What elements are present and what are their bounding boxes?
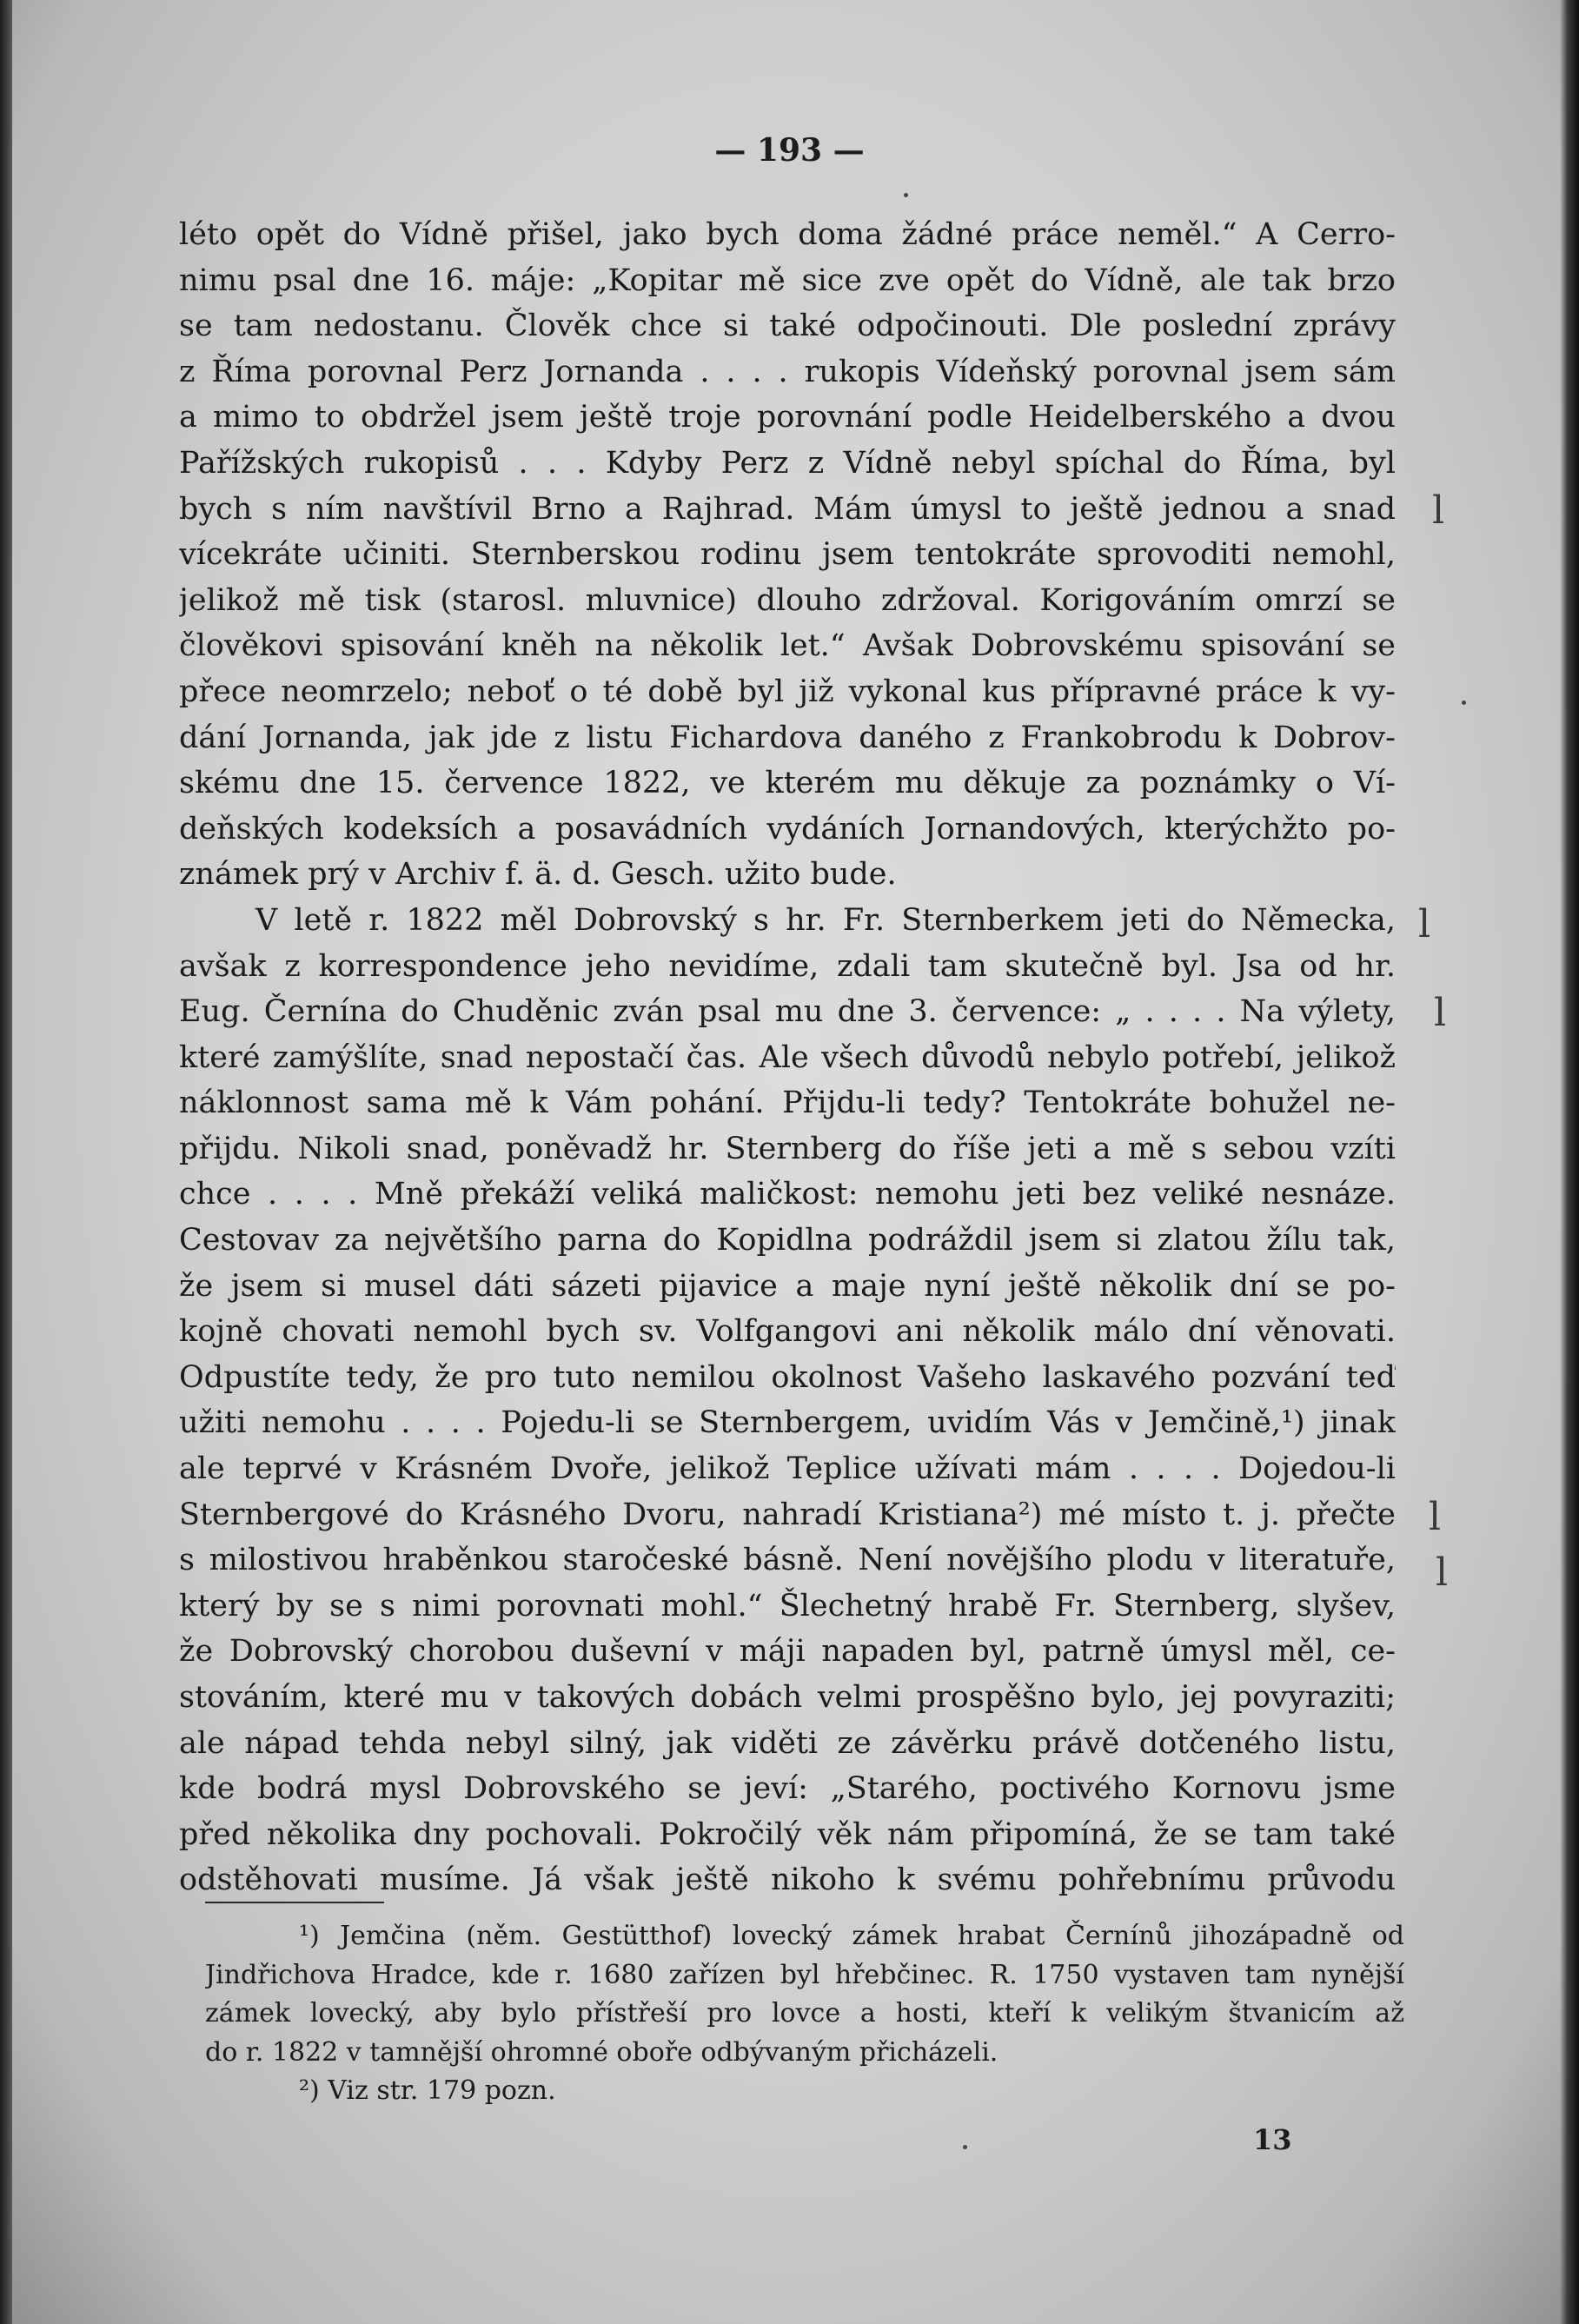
text-line: ale nápad tehda nebyl silný, jak viděti ze závěrku právě dotčeného listu,: [179, 1725, 1396, 1761]
text-line: odstěhovati musíme. Já však ještě nikoho k svému pohřebnímu průvodu: [179, 1863, 1396, 1898]
page-right-edge-shadow: [1560, 0, 1579, 2324]
text-line: Odpustíte tedy, že pro tuto nemilou okolnost Vašeho laskavého pozvání teď: [179, 1359, 1396, 1395]
text-line-paragraph-start: V letě r. 1822 měl Dobrovský s hr. Fr. Sternberkem jeti do Německa,: [255, 902, 1396, 938]
signature-mark: 13: [1253, 2123, 1292, 2156]
text-line: deňských kodeksích a posavádních vydáních Jornandových, kterýchžto po-: [179, 811, 1396, 847]
margin-pencil-mark: l: [1436, 1550, 1449, 1595]
footnote-2-line: ²) Viz str. 179 pozn.: [299, 2075, 556, 2106]
text-line: že jsem si musel dáti sázeti pijavice a maje nyní ještě několik dní se po-: [179, 1268, 1396, 1304]
text-line: ale teprvé v Krásném Dvoře, jelikož Teplice užívati mám . . . . Dojedou-li: [179, 1451, 1396, 1487]
text-line: avšak z korrespondence jeho nevidíme, zdali tam skutečně byl. Jsa od hr.: [179, 948, 1396, 984]
text-line: vícekráte učiniti. Sternberskou rodinu jsem tentokráte sprovoditi nemohl,: [179, 537, 1396, 573]
text-line: kde bodrá mysl Dobrovského se jeví: „Starého, poctivého Kornovu jsme: [179, 1771, 1396, 1807]
text-line-paragraph-end: známek prý v Archiv f. ä. d. Gesch. užito bude.: [179, 857, 897, 893]
text-line: že Dobrovský chorobou duševní v máji napaden byl, patrně úmysl měl, ce-: [179, 1634, 1396, 1670]
text-line: dání Jornanda, jak jde z listu Fichardova daného z Frankobrodu k Dobrov-: [179, 720, 1396, 755]
text-line: Sternbergové do Krásného Dvoru, nahradí Kristiana²) mé místo t. j. přečte: [179, 1497, 1396, 1532]
text-line: z Říma porovnal Perz Jornanda . . . . rukopis Vídeňský porovnal jsem sám: [179, 354, 1396, 389]
text-line: nimu psal dne 16. máje: „Kopitar mě sice zve opět do Vídně, ale tak brzo: [179, 262, 1396, 298]
main-text: [179, 212, 1396, 1903]
text-line: člověkovi spisování kněh na několik let.“ Avšak Dobrovskému spisování se: [179, 628, 1396, 664]
text-line: který by se s nimi porovnati mohl.“ Šlechetný hrabě Fr. Sternberg, slyšev,: [179, 1588, 1396, 1623]
text-line: jelikož mě tisk (starosl. mluvnice) dlouho zdržoval. Korigováním omrzí se: [179, 582, 1396, 618]
text-line: a mimo to obdržel jsem ještě troje porovnání podle Heidelberského a dvou: [179, 400, 1396, 435]
text-line: kojně chovati nemohl bych sv. Volfgangovi ani několik málo dní věnovati.: [179, 1314, 1396, 1350]
footnote-1-line: zámek lovecký, aby bylo přístřeší pro lovce a hosti, kteří k velikým štvanicím až: [205, 1998, 1404, 2029]
text-line: s milostivou hraběnkou staročeské básně. Není novějšího plodu v literatuře,: [179, 1543, 1396, 1578]
paper-speck: [904, 193, 908, 197]
text-line: léto opět do Vídně přišel, jako bych doma žádné práce neměl.“ A Cerro-: [179, 217, 1396, 252]
text-line: se tam nedostanu. Člověk chce si také odpočinouti. Dle poslední zprávy: [179, 309, 1396, 344]
text-line: bych s ním navštívil Brno a Rajhrad. Mám úmysl to ještě jednou a snad: [179, 491, 1396, 527]
margin-pencil-mark: l: [1418, 902, 1431, 946]
margin-pencil-mark: l: [1434, 991, 1447, 1035]
page-left-edge-shadow: [0, 0, 12, 2324]
text-line: stováním, které mu v takových dobách velmi prospěšno bylo, jej povyraziti;: [179, 1680, 1396, 1715]
footnotes: [205, 1917, 1404, 2111]
margin-pencil-mark: l: [1432, 488, 1445, 533]
text-line: skému dne 15. července 1822, ve kterém mu děkuje za poznámky o Ví-: [179, 766, 1396, 801]
text-line: před několika dny pochovali. Pokročilý věk nám připomíná, že se tam také: [179, 1816, 1396, 1852]
paper-speck: [963, 2145, 967, 2149]
text-line: Pařížských rukopisů . . . Kdyby Perz z Vídně nebyl spíchal do Říma, byl: [179, 445, 1396, 481]
text-line: přece neomrzelo; neboť o té době byl již vykonal kus přípravné práce k vy-: [179, 674, 1396, 709]
text-line: přijdu. Nikoli snad, poněvadž hr. Sternberg do říše jeti a mě s sebou vzíti: [179, 1131, 1396, 1166]
text-line: které zamýšlíte, snad nepostačí čas. Ale všech důvodů nebylo potřebí, jelikož: [179, 1039, 1396, 1075]
text-line: užiti nemohu . . . . Pojedu-li se Sternbergem, uvidím Vás v Jemčině,¹) jinak: [179, 1405, 1396, 1441]
text-line: Cestovav za největšího parna do Kopidlna podráždil jsem si zlatou žílu tak,: [179, 1223, 1396, 1258]
footnote-separator-rule: [205, 1902, 384, 1903]
text-line: Eug. Černína do Chuděnic zván psal mu dne 3. července: „ . . . . Na výlety,: [179, 994, 1396, 1030]
footnote-1-line: Jindřichova Hradce, kde r. 1680 zařízen byl hřebčinec. R. 1750 vystaven tam nynější: [205, 1959, 1404, 1990]
text-line: chce . . . . Mně překáží veliká maličkost: nemohu jeti bez veliké nesnáze.: [179, 1177, 1396, 1212]
page-number-header: — 193 —: [714, 132, 865, 169]
margin-pencil-mark: l: [1429, 1495, 1442, 1539]
footnote-1-line: ¹) Jemčina (něm. Gestütthof) lovecký zámek hrabat Černínů jihozápadně od: [299, 1921, 1404, 1951]
paper-speck: [1462, 701, 1466, 705]
text-line: náklonnost sama mě k Vám pohání. Přijdu-li tedy? Tentokráte bohužel ne-: [179, 1086, 1396, 1121]
footnote-1-line: do r. 1822 v tamnější ohromné oboře odbývaným přicházeli.: [205, 2036, 998, 2068]
